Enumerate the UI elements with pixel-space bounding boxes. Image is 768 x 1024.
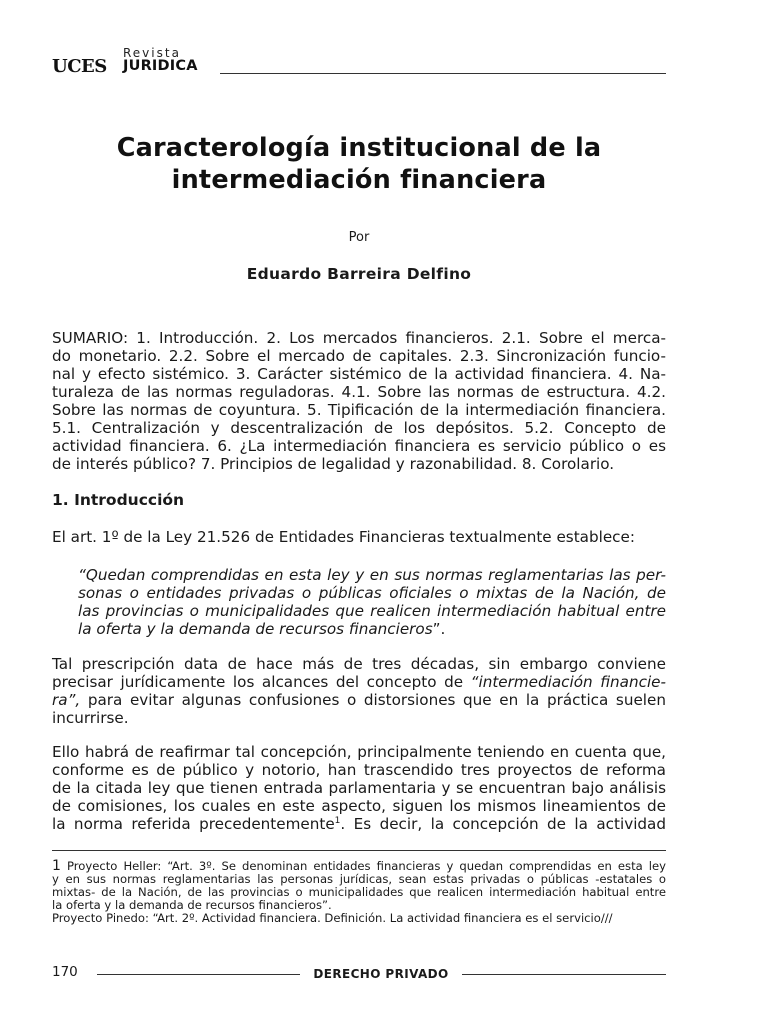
paragraph-text: para evitar algunas confusiones o distorsiones que en la práctica suelen: [80, 691, 666, 709]
paragraph-line: Tal prescripción data de hace más de tres décadas, sin embargo conviene: [52, 655, 666, 673]
paragraph-text: la norma referida precedentemente: [52, 815, 335, 833]
quote-line: “Quedan comprendidas en esta ley y en sus normas reglamentarias las per-: [78, 566, 666, 584]
paragraph-2: [52, 743, 666, 833]
footnote-line: mixtas- de la Nación, de las provincias o municipalidades que realicen intermediación habitual entre: [52, 885, 666, 899]
paragraph-text: . Es decir, la concepción de la actividad: [340, 815, 666, 833]
journal-revista-label: Revista: [123, 46, 181, 60]
paragraph-line: de comisiones, los cuales en este aspecto, siguen los mismos lineamientos de: [52, 797, 666, 815]
summary-line: 5.1. Centralización y descentralización de los depósitos. 5.2. Concepto de: [52, 419, 666, 437]
paragraph-line: de la citada ley que tienen entrada parlamentaria y se encuentran bajo análisis: [52, 779, 666, 797]
paragraph-line: Ello habrá de reafirmar tal concepción, principalmente teniendo en cuenta que,: [52, 743, 666, 761]
header-rule: [220, 73, 666, 74]
section-heading: 1. Introducción: [52, 491, 185, 509]
paragraph-line: incurrirse.: [52, 709, 129, 727]
summary-line: actividad financiera. 6. ¿La intermediación financiera es servicio público o es: [52, 437, 666, 455]
summary-line: nal y efecto sistémico. 3. Carácter sistémico de la actividad financiera. 4. Na-: [52, 365, 666, 383]
paragraph-emphasis: ra”,: [52, 691, 81, 709]
quote-line: las provincias o municipalidades que realicen intermediación habitual entre: [78, 602, 666, 620]
footnote-ref[interactable]: 1: [334, 815, 341, 826]
paragraph-line: [52, 815, 666, 833]
title-line-2: intermediación financiera: [171, 165, 547, 195]
footnote-line: la oferta y la demanda de recursos financieros”.: [52, 898, 332, 912]
paragraph-emphasis: “intermediación financie-: [470, 673, 666, 691]
footer-section-label: DERECHO PRIVADO: [313, 967, 449, 981]
quote-line: sonas o entidades privadas o públicas oficiales o mixtas de la Nación, de: [78, 584, 666, 602]
page-number: 170: [52, 964, 78, 980]
footer-rule-left: [97, 974, 300, 975]
summary-line: de interés público? 7. Principios de legalidad y razonabilidad. 8. Corolario.: [52, 455, 615, 473]
law-quote: [78, 566, 666, 638]
footer-rule-right: [462, 974, 666, 975]
byline-label: Por: [348, 230, 370, 245]
paragraph-line: [52, 691, 666, 709]
footnote-line: Proyecto Pinedo: “Art. 2º. Actividad financiera. Definición. La actividad financiera es el servicio///: [52, 911, 613, 925]
summary: [52, 329, 666, 473]
footnote-line: y en sus normas reglamentarias las personas jurídicas, sean estas privadas o públicas -estatales o: [52, 872, 666, 886]
journal-header: [52, 46, 666, 76]
paragraph-text: precisar jurídicamente los alcances del concepto de: [52, 673, 471, 691]
summary-line: turaleza de las normas reguladoras. 4.1. Sobre las normas de estructura. 4.2.: [52, 383, 666, 401]
quote-last-text: la oferta y la demanda de recursos financieros: [78, 620, 433, 638]
intro-paragraph: El art. 1º de la Ley 21.526 de Entidades Financieras textualmente establece:: [52, 528, 635, 546]
quote-line: [78, 620, 666, 638]
footnote: [52, 860, 666, 925]
author-name: Eduardo Barreira Delfino: [246, 265, 472, 283]
paragraph-1: [52, 655, 666, 727]
footnote-number: 1: [52, 858, 61, 874]
journal-brand: UCES: [52, 56, 107, 77]
summary-line: SUMARIO: 1. Introducción. 2. Los mercados financieros. 2.1. Sobre el merca-: [52, 329, 666, 347]
paragraph-line: conforme es de público y notorio, han trascendido tres proyectos de reforma: [52, 761, 666, 779]
summary-line: do monetario. 2.2. Sobre el mercado de capitales. 2.3. Sincronización funcio-: [52, 347, 666, 365]
article-title: [52, 132, 666, 196]
summary-line: Sobre las normas de coyuntura. 5. Tipificación de la intermediación financiera.: [52, 401, 666, 419]
quote-close: ”.: [432, 620, 446, 638]
title-line-1: Caracterología institucional de la: [116, 133, 602, 163]
paragraph-line: [52, 673, 666, 691]
footnote-text: Proyecto Heller: “Art. 3º. Se denominan entidades financieras y quedan comprendidas en esta ley: [60, 859, 666, 873]
footnote-rule: [52, 850, 666, 851]
journal-name: JURIDICA: [123, 58, 198, 74]
